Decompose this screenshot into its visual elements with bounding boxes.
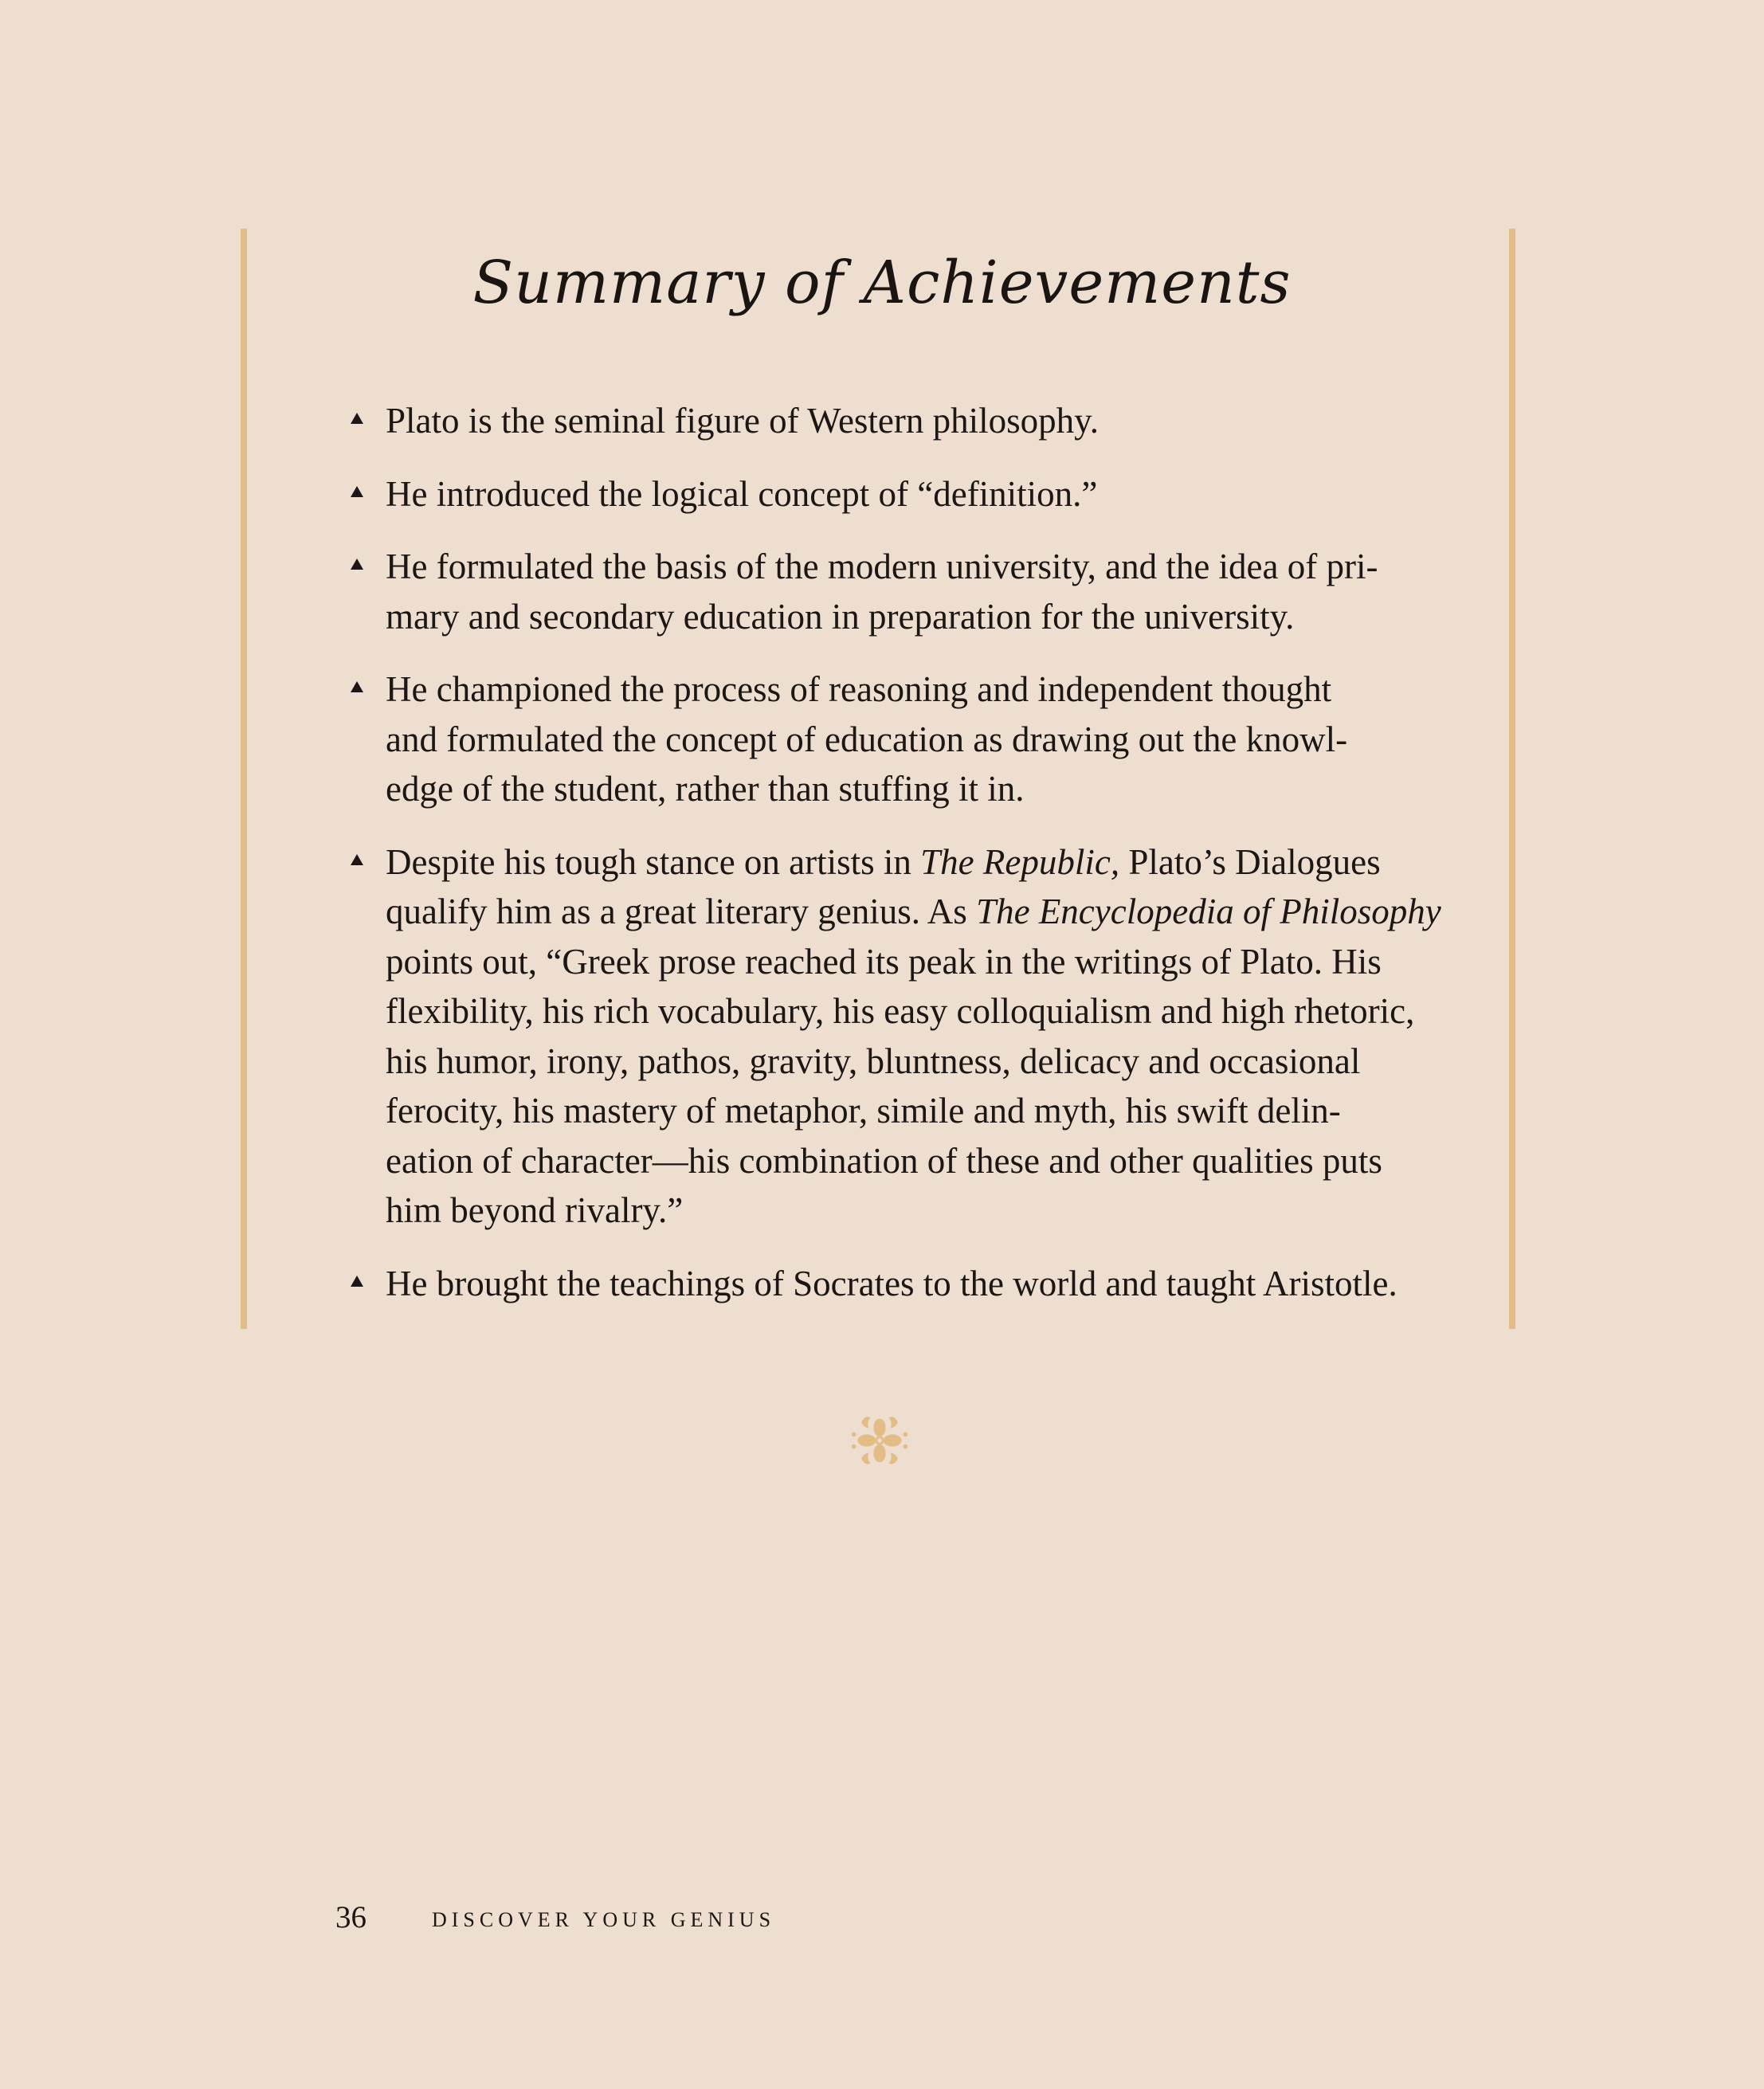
- item-line: points out, “Greek prose reached its peak in the writings of Plato. His: [386, 941, 1382, 982]
- line-text: qualify him as a great literary genius. As: [386, 892, 977, 931]
- item-line: Plato is the seminal figure of Western philosophy.: [386, 401, 1099, 441]
- list-item: [351, 1259, 1434, 1309]
- triangle-bullet-icon: [351, 486, 363, 497]
- floral-ornament-icon: [849, 1410, 910, 1471]
- item-line: He brought the teachings of Socrates to the world and taught Aristotle.: [386, 1263, 1397, 1303]
- triangle-bullet-icon: [351, 413, 363, 424]
- line-text: Plato’s Dialogues: [1119, 841, 1381, 882]
- left-border-rule: [241, 229, 247, 1329]
- item-line: flexibility, his rich vocabulary, his easy colloquialism and high rhetoric,: [386, 991, 1415, 1031]
- running-head: DISCOVER YOUR GENIUS: [432, 1908, 776, 1931]
- triangle-bullet-icon: [351, 1276, 363, 1287]
- triangle-bullet-icon: [351, 854, 363, 865]
- triangle-bullet-icon: [351, 559, 363, 570]
- item-line: ferocity, his mastery of metaphor, simile and myth, his swift delin-: [386, 1091, 1341, 1131]
- item-line: [386, 887, 1441, 937]
- list-item: [351, 837, 1441, 1236]
- right-border-rule: [1509, 229, 1515, 1329]
- item-line: him beyond rivalry.”: [386, 1190, 684, 1230]
- triangle-bullet-icon: [351, 681, 363, 692]
- book-title-encyclopedia: The Encyclopedia of Philosophy: [976, 892, 1441, 931]
- item-line: edge of the student, rather than stuffing it in.: [386, 769, 1025, 809]
- achievements-list: [351, 396, 1441, 1331]
- page-number: 36: [335, 1900, 367, 1934]
- list-item: [351, 469, 1434, 519]
- item-line: mary and secondary education in preparation for the university.: [386, 596, 1295, 637]
- item-line: He championed the process of reasoning and independent thought: [386, 669, 1332, 709]
- item-line: eation of character—his combination of these and other qualities puts: [386, 1140, 1382, 1181]
- list-item: [351, 664, 1434, 814]
- list-item: [351, 542, 1434, 641]
- list-item: [351, 396, 1434, 446]
- line-text: Despite his tough stance on artists in: [386, 841, 921, 882]
- item-line: and formulated the concept of education as drawing out the knowl-: [386, 719, 1348, 759]
- book-title-republic: The Republic,: [920, 841, 1120, 882]
- item-line: [386, 837, 1434, 888]
- item-line: his humor, irony, pathos, gravity, bluntness, delicacy and occasional: [386, 1041, 1361, 1081]
- item-line: He formulated the basis of the modern university, and the idea of pri-: [386, 547, 1378, 586]
- item-line: He introduced the logical concept of “definition.”: [386, 473, 1098, 514]
- page-title: Summary of Achievements: [472, 249, 1292, 317]
